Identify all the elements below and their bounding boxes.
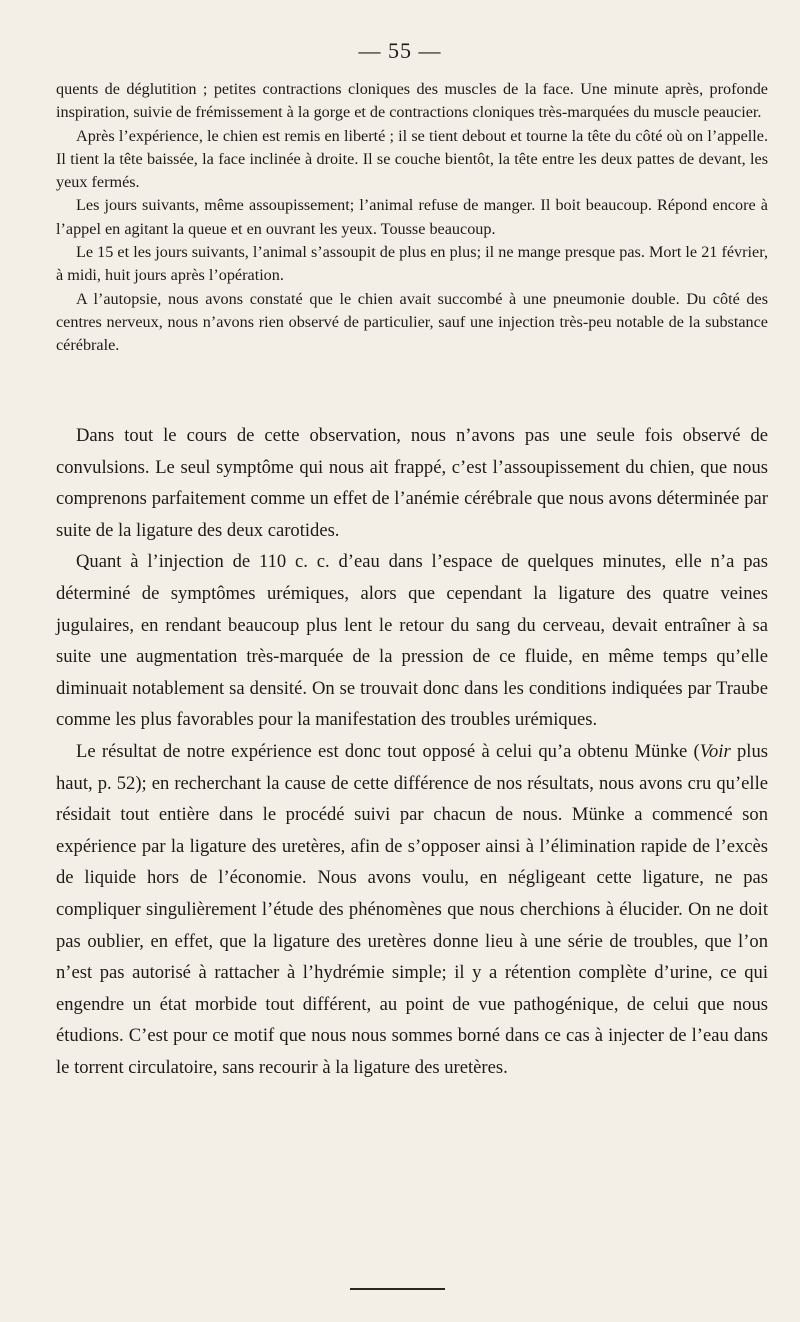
notes-paragraph-5: A l’autopsie, nous avons constaté que le chien avait succombé à une pneumonie double. Du côté des centres nerveux, nous n’avons rien observé de particulier, sauf une injection très-peu notable de la substance cérébrale.	[56, 289, 768, 355]
discussion-paragraph-3	[56, 736, 768, 1084]
notes-paragraph-1: quents de déglutition ; petites contractions cloniques des muscles de la face. Une minute après, profonde inspiration, suivie de frémissement à la gorge et de contractions cloniques très-marquées du muscle peaucier.	[56, 80, 768, 122]
end-rule	[350, 1288, 445, 1290]
discussion-text	[56, 420, 768, 1083]
notes-paragraph-2: Après l’expérience, le chien est remis en liberté ; il se tient debout et tourne la tête du côté où on l’appelle. Il tient la tête baissée, la face inclinée à droite. Il se couche bientôt, la tête entre les deux pattes de devant, les yeux fermés.	[56, 126, 768, 192]
discussion-paragraph-3-rest: plus haut, p. 52); en recherchant la cause de cette différence de nos résultats, nous avons cru qu’elle résidait tout entière dans le procédé suivi par chacun de nous. Münke a commencé son expérience par la ligature des uretères, afin de s’opposer ainsi à l’élimination rapide de l’excès de liquide hors de l’économie. Nous avons voulu, en négligeant cette ligature, ne pas compliquer singulièrement l’étude des phénomènes que nous cherchions à élucider. On ne doit pas oublier, en effet, que la ligature des uretères donne lieu à une série de troubles, que l’on n’est pas autorisé à rattacher à l’hydrémie simple; il y a rétention complète d’urine, ce qui engendre un état morbide tout différent, au point de vue pathogénique, de celui que nous étudions. C’est pour ce motif que nous nous sommes borné dans ce cas à injecter de l’eau dans le torrent circulatoire, sans recourir à la ligature des uretères.	[56, 740, 768, 1078]
notes-paragraph-4: Le 15 et les jours suivants, l’animal s’assoupit de plus en plus; il ne mange presque pas. Mort le 21 février, à midi, huit jours après l’opération.	[56, 243, 768, 285]
observation-notes	[56, 78, 768, 358]
discussion-paragraph-1: Dans tout le cours de cette observation, nous n’avons pas une seule fois observé de convulsions. Le seul symptôme qui nous ait frappé, c’est l’assoupissement du chien, que nous comprenons parfaitement comme un effet de l’anémie cérébrale que nous avons déterminée par suite de la ligature des deux carotides.	[56, 425, 768, 541]
notes-paragraph-3: Les jours suivants, même assoupissement; l’animal refuse de manger. Il boit beaucoup. Répond encore à l’appel en agitant la queue et en ouvrant les yeux. Tousse beaucoup.	[56, 196, 768, 238]
discussion-paragraph-3-start: Le résultat de notre expérience est donc tout opposé à celui qu’a obtenu Münke (	[76, 740, 700, 762]
discussion-paragraph-2: Quant à l’injection de 110 c. c. d’eau dans l’espace de quelques minutes, elle n’a pas déterminé de symptômes urémiques, alors que cependant la ligature des quatre veines jugulaires, en rendant beaucoup plus lent le retour du sang du cerveau, devait entraîner à sa suite une augmentation très-marquée de la pression de ce fluide, en même temps qu’elle diminuait notablement sa densité. On se trouvait donc dans les conditions indiquées par Traube comme les plus favorables pour la manifestation des troubles urémiques.	[56, 551, 768, 731]
voir-reference: Voir	[699, 740, 731, 762]
page-number: — 55 —	[358, 38, 442, 63]
